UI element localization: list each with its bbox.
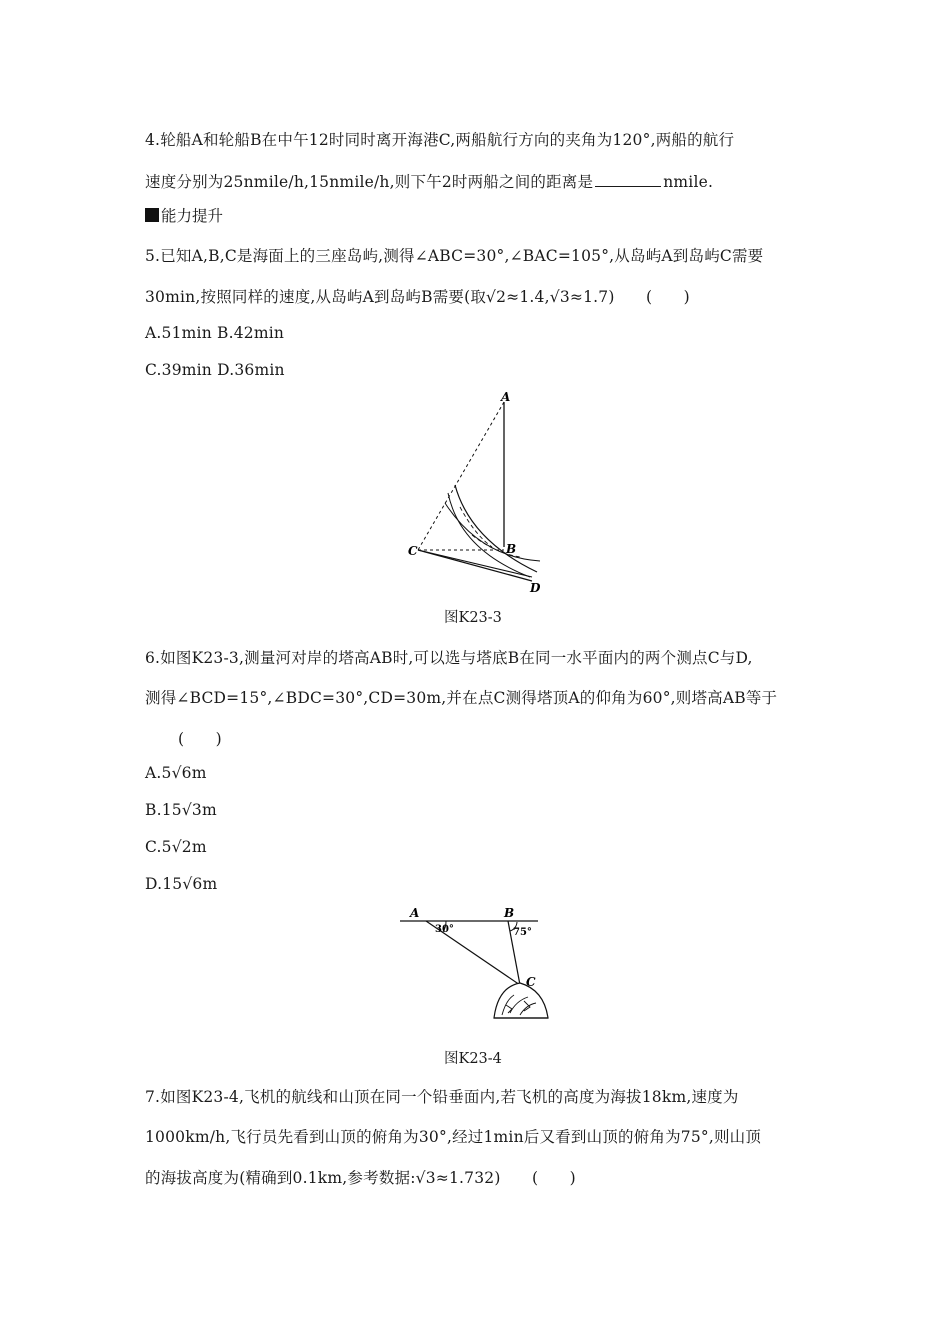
q5-line-1: 5.已知A,B,C是海面上的三座岛屿,测得∠ABC=30°,∠BAC=105°,从岛屿A到岛屿C需要 [145,247,764,265]
q6-option-b: B.15√3m [145,801,217,819]
point-a-label: A [501,390,511,404]
section-title: 能力提升 [161,207,224,225]
answer-blank [595,172,661,187]
point-d-label: D [530,581,541,595]
q7-line-1: 7.如图K23-4,飞机的航线和山顶在同一个铅垂面内,若飞机的高度为海拔18km,速度为 [145,1088,739,1106]
q5-line-2: 30min,按照同样的速度,从岛屿A到岛屿B需要(取√2≈1.4,√3≈1.7) ( ) [145,288,690,306]
q6-option-c: C.5√2m [145,838,207,856]
q6-option-d: D.15√6m [145,875,218,893]
q4-unit: nmile. [663,173,714,191]
q5-options-cd: C.39min D.36min [145,361,285,379]
section-header [145,204,223,226]
figure-k23-3 [400,385,550,600]
point-c-label: C [526,975,536,989]
q4-line-2 [145,170,713,192]
q6-line-1: 6.如图K23-3,测量河对岸的塔高AB时,可以选与塔底B在同一水平面内的两个测点C与D, [145,649,753,667]
point-a-label: A [410,906,420,920]
q5-options-ab: A.51min B.42min [145,324,285,342]
angle-75-label: 75° [513,927,532,938]
square-bullet-icon [145,208,159,222]
q4-line-2-text: 速度分别为25nmile/h,15nmile/h,则下午2时两船之间的距离是 [145,173,594,191]
q4-line-1: 4.轮船A和轮船B在中午12时同时离开海港C,两船航行方向的夹角为120°,两船的航行 [145,131,735,149]
q6-option-a: A.5√6m [145,764,207,782]
q7-line-2: 1000km/h,飞行员先看到山顶的俯角为30°,经过1min后又看到山顶的俯角为75°,则山顶 [145,1128,762,1146]
angle-30-label: 30° [435,924,454,935]
figure-k23-4 [398,905,540,1023]
q7-line-3: 的海拔高度为(精确到0.1km,参考数据:√3≈1.732) ( ) [145,1169,576,1187]
figure-k23-3-caption: 图K23-3 [444,610,502,626]
q6-line-3: ( ) [178,730,222,748]
q6-line-2: 测得∠BCD=15°,∠BDC=30°,CD=30m,并在点C测得塔顶A的仰角为60°,则塔高AB等于 [145,689,778,707]
point-b-label: B [504,906,515,920]
figure-k23-4-caption: 图K23-4 [444,1051,502,1067]
point-c-label: C [408,544,418,558]
point-b-label: B [506,542,517,556]
